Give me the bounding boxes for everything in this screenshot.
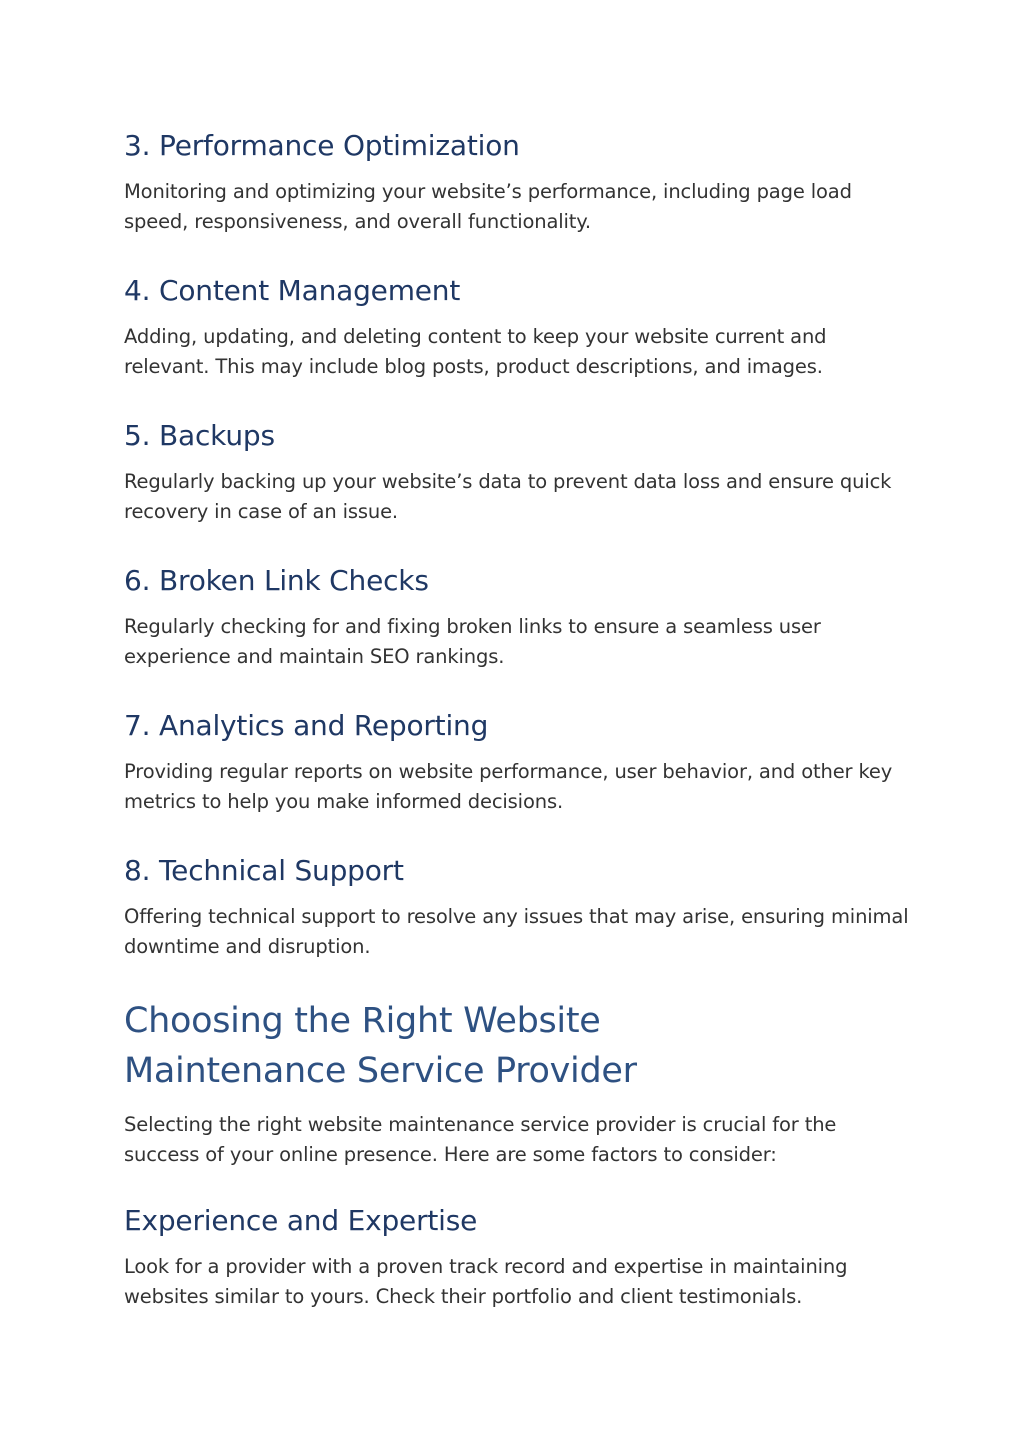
section-backups xyxy=(124,418,914,527)
section-title: Choosing the Right Website Maintenance Service Provider xyxy=(124,1001,637,1091)
section-broken-link-checks xyxy=(124,563,914,672)
section-heading: 7. Analytics and Reporting xyxy=(124,709,489,742)
section-heading: 8. Technical Support xyxy=(124,854,404,887)
section-body: Regularly backing up your website’s data to prevent data loss and ensure quick recovery in case of an issue. xyxy=(124,470,892,523)
section-body: Monitoring and optimizing your website’s performance, including page load speed, responsiveness, and overall functionality. xyxy=(124,180,852,233)
section-technical-support xyxy=(124,853,914,962)
section-content-management xyxy=(124,273,914,382)
section-heading: 6. Broken Link Checks xyxy=(124,564,429,597)
section-body: Regularly checking for and fixing broken links to ensure a seamless user experience and maintain SEO rankings. xyxy=(124,615,821,668)
section-analytics-reporting xyxy=(124,708,914,817)
section-body: Offering technical support to resolve any issues that may arise, ensuring minimal downtime and disruption. xyxy=(124,905,909,958)
section-choosing-provider xyxy=(124,996,804,1096)
section-heading: 4. Content Management xyxy=(124,274,461,307)
choosing-intro xyxy=(124,1110,914,1170)
section-heading: 5. Backups xyxy=(124,419,275,452)
section-body: Providing regular reports on website performance, user behavior, and other key metrics to help you make informed decisions. xyxy=(124,760,893,813)
section-heading: Experience and Expertise xyxy=(124,1204,478,1237)
section-performance-optimization xyxy=(124,128,914,237)
section-experience-expertise xyxy=(124,1203,914,1312)
section-body: Look for a provider with a proven track record and expertise in maintaining websites similar to yours. Check their portfolio and client testimonials. xyxy=(124,1255,848,1308)
section-heading: 3. Performance Optimization xyxy=(124,129,520,162)
section-body: Adding, updating, and deleting content to keep your website current and relevant. This may include blog posts, product descriptions, and images. xyxy=(124,325,827,378)
section-body: Selecting the right website maintenance service provider is crucial for the success of your online presence. Here are some factors to consider: xyxy=(124,1113,837,1166)
